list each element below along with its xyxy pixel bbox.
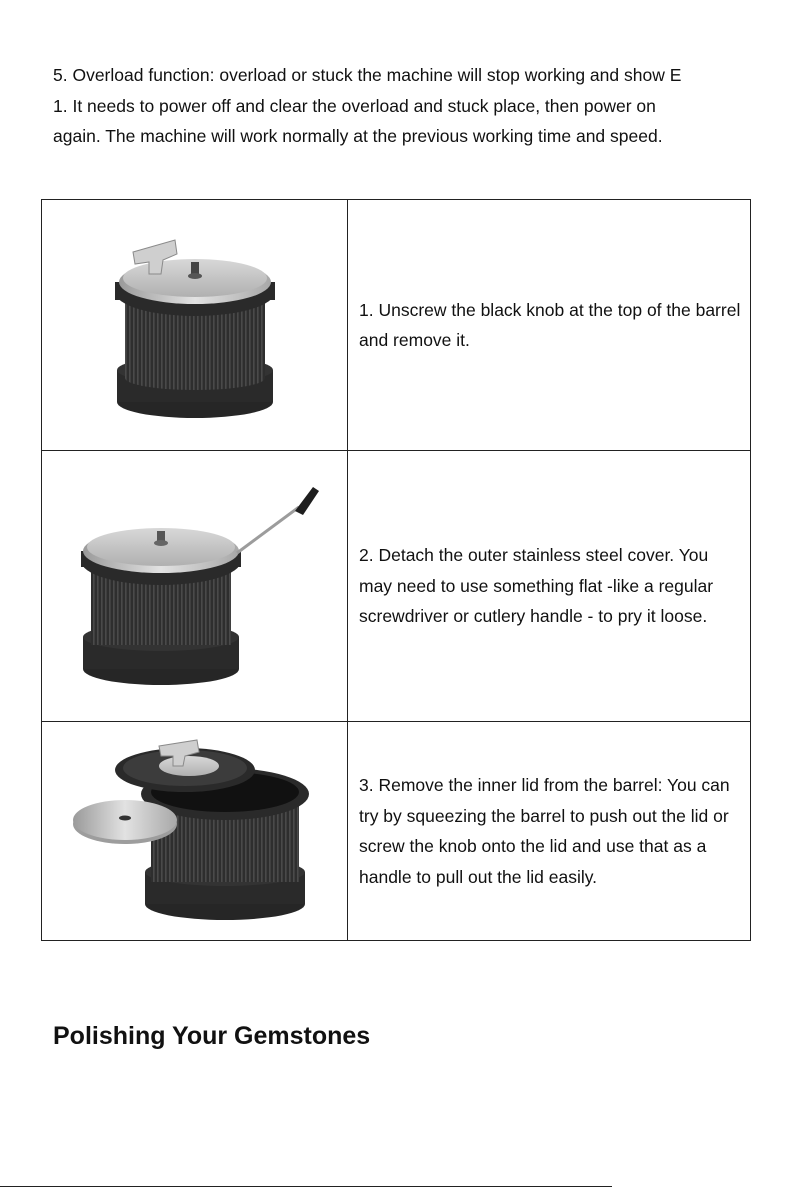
step-image-cell bbox=[42, 722, 348, 941]
step-row bbox=[42, 451, 751, 722]
overload-instructions: 5. Overload function: overload or stuck the machine will stop working and show E 1. It needs to power off and clear the overload and stuck place, then power on again. The machine will work normally at the previous working time and speed. bbox=[53, 65, 682, 146]
step-row bbox=[42, 722, 751, 941]
step-image-cell bbox=[42, 451, 348, 722]
step-row bbox=[42, 200, 751, 451]
disassembly-steps-table bbox=[41, 199, 751, 941]
step-image-cell bbox=[42, 200, 348, 451]
step-text-cell bbox=[348, 200, 751, 451]
footer-divider bbox=[0, 1186, 612, 1187]
step-text-cell bbox=[348, 451, 751, 722]
step-text: 1. Unscrew the black knob at the top of the barrel and remove it. bbox=[359, 299, 741, 350]
section-title: Polishing Your Gemstones bbox=[53, 1022, 371, 1050]
step-text: 3. Remove the inner lid from the barrel: You can try by squeezing the barrel to push out the lid or screw the knob onto the lid and use that as a handle to pull out the lid easily. bbox=[359, 775, 730, 887]
barrel-with-knob-icon bbox=[105, 230, 285, 420]
barrel-open-lids-icon bbox=[65, 736, 325, 926]
step-text-cell bbox=[348, 722, 751, 941]
step-text: 2. Detach the outer stainless steel cover. You may need to use something flat -like a regular screwdriver or cutlery handle - to pry it loose. bbox=[359, 545, 714, 627]
barrel-cover-screwdriver-icon bbox=[65, 481, 325, 691]
